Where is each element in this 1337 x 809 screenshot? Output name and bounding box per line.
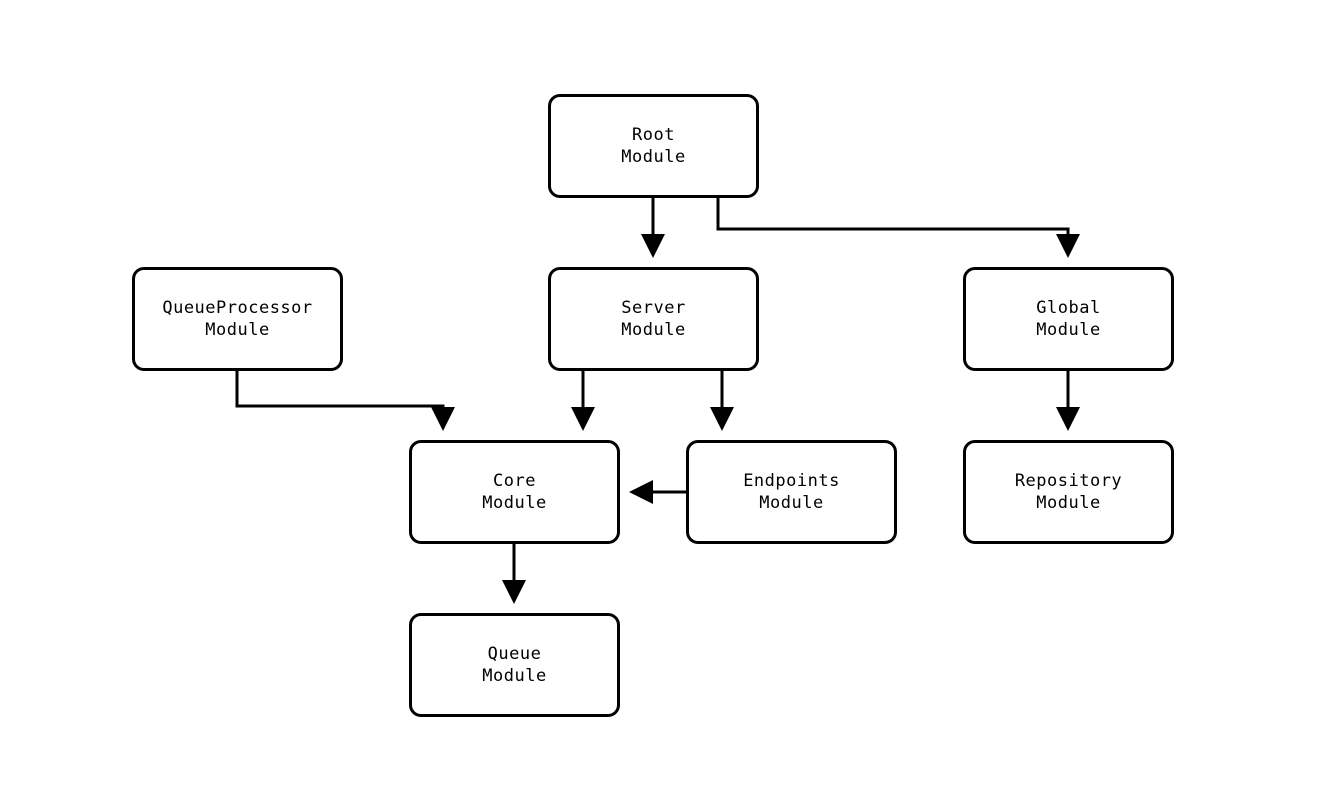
node-label-line1: Server xyxy=(621,298,686,318)
node-label-line2: Module xyxy=(621,320,686,340)
node-root-module[interactable] xyxy=(548,94,759,198)
node-repository-module[interactable] xyxy=(963,440,1174,544)
node-server-module[interactable] xyxy=(548,267,759,371)
node-label-line2: Module xyxy=(1036,493,1101,513)
node-label-line1: Repository xyxy=(1014,471,1123,491)
node-label-line2: Module xyxy=(621,147,686,167)
node-endpoints-module[interactable] xyxy=(686,440,897,544)
node-label-line1: Core xyxy=(493,471,536,491)
node-queue-module[interactable] xyxy=(409,613,620,717)
node-queueprocessor-module[interactable] xyxy=(132,267,343,371)
node-label-line1: Endpoints xyxy=(743,471,840,491)
node-label-line1: Global xyxy=(1036,298,1101,318)
node-label-line1: Queue xyxy=(487,644,542,664)
node-label-line2: Module xyxy=(759,493,824,513)
node-label-line1: QueueProcessor xyxy=(162,298,313,318)
node-global-module[interactable] xyxy=(963,267,1174,371)
node-label-line2: Module xyxy=(482,493,547,513)
node-label-line1: Root xyxy=(632,125,675,145)
node-label-line2: Module xyxy=(205,320,270,340)
node-label-line2: Module xyxy=(482,666,547,686)
edge-root-global xyxy=(718,198,1068,252)
edge-queueprocessor-core xyxy=(237,371,443,425)
node-label-line2: Module xyxy=(1036,320,1101,340)
node-core-module[interactable] xyxy=(409,440,620,544)
